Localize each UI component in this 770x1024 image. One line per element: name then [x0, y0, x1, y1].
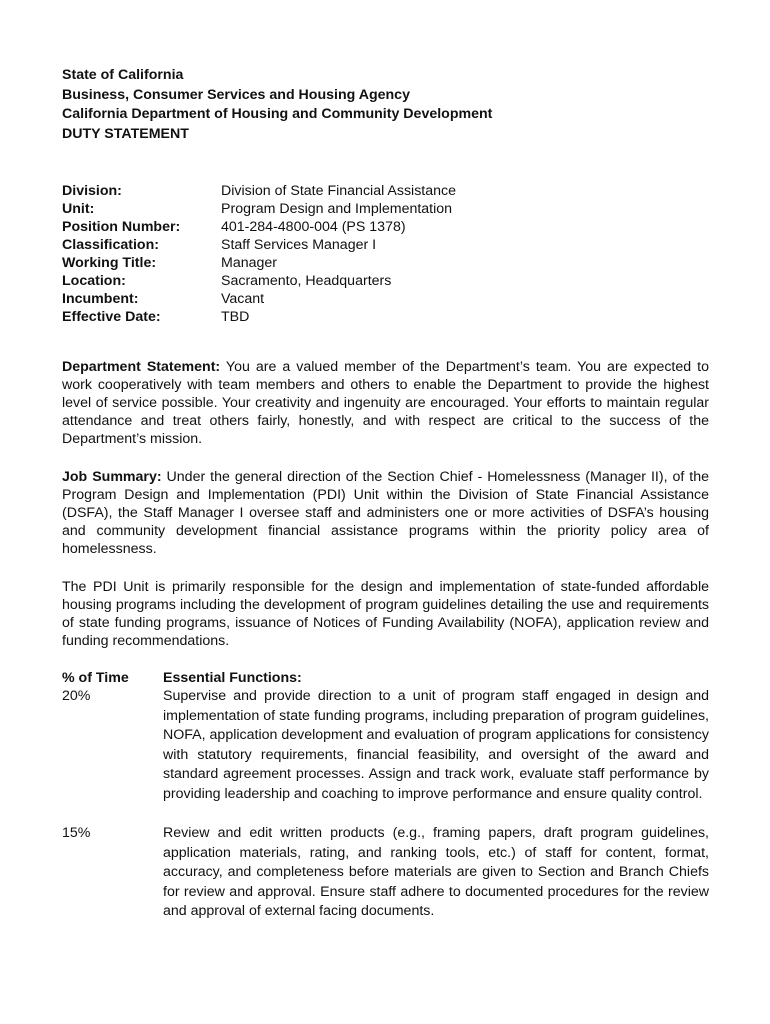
department-statement — [62, 358, 709, 448]
department-statement-text: You are a valued member of the Department’s team. You are expected to work cooperatively with team members and others to enable the Department to provide the highest level of service possible. Your creativity and ingenuity are encouraged. Your efforts to maintain regular attendance and treat others fairly, honestly, and with respect are critical to the success of the Department’s mission. — [62, 359, 710, 447]
meta-value: Sacramento, Headquarters — [221, 273, 392, 289]
meta-label: Classification: — [62, 237, 159, 253]
pdi-unit-paragraph: The PDI Unit is primarily responsible for the design and implementation of state-funded affordable housing programs including the development of program guidelines detailing the use and requirements of state funding programs, issuance of Notices of Funding Availability (NOFA), application review and funding recommendations. — [62, 579, 709, 649]
header-department: California Department of Housing and Community Development — [62, 106, 493, 122]
function-description: Supervise and provide direction to a unit of program staff engaged in design and implementation of state funding programs, including preparation of program guidelines, NOFA, application development and evaluation of program applications for consistency with statutory requirements, financial feasibility, and oversight of the award and standard agreement processes. Assign and track work, evaluate staff performance by providing leadership and coaching to improve performance and ensure quality control. — [163, 688, 709, 802]
job-summary-heading: Job Summary: — [62, 469, 162, 485]
meta-label: Incumbent: — [62, 291, 139, 307]
essential-functions — [62, 669, 709, 922]
essential-functions-header: Essential Functions: — [163, 670, 302, 686]
meta-value: Vacant — [221, 291, 265, 307]
meta-value: Manager — [221, 255, 277, 271]
department-statement-heading: Department Statement: — [62, 359, 221, 375]
duty-statement-page — [62, 66, 709, 922]
meta-row-location — [62, 272, 709, 290]
meta-value: Staff Services Manager I — [221, 237, 377, 253]
function-item — [62, 687, 709, 804]
job-summary-text: Under the general direction of the Section Chief - Homelessness (Manager II), of the Program Design and Implementation (PDI) Unit within the Division of State Financial Assistance (DSFA), the Staff Manager I oversee staff and administers one or more activities of DSFA’s housing and community development financial assistance programs within the priority policy area of homelessness. — [62, 469, 709, 557]
document-header — [62, 66, 709, 144]
meta-row-working-title — [62, 254, 709, 272]
function-item — [62, 824, 709, 922]
meta-label: Division: — [62, 183, 122, 199]
meta-row-division — [62, 182, 709, 200]
meta-row-position-number — [62, 218, 709, 236]
meta-row-unit — [62, 200, 709, 218]
percent-time-header: % of Time — [62, 670, 129, 686]
meta-row-effective-date — [62, 308, 709, 326]
meta-label: Effective Date: — [62, 309, 161, 325]
header-agency: Business, Consumer Services and Housing Agency — [62, 86, 410, 103]
meta-value: 401-284-4800-004 (PS 1378) — [221, 219, 406, 235]
job-summary — [62, 468, 709, 558]
meta-label: Working Title: — [62, 255, 157, 271]
meta-label: Position Number: — [62, 219, 181, 235]
meta-value: TBD — [221, 309, 250, 325]
meta-value: Program Design and Implementation — [221, 201, 453, 217]
meta-label: Location: — [62, 273, 126, 289]
meta-value: Division of State Financial Assistance — [221, 183, 456, 199]
function-description: Review and edit written products (e.g., framing papers, draft program guidelines, application materials, rating, and ranking tools, etc.) of staff for content, format, accuracy, and completeness before materials are given to Section and Branch Chiefs for review and approval. Ensure staff adhere to documented procedures for the review and approval of external facing documents. — [163, 825, 709, 919]
meta-row-classification — [62, 236, 709, 254]
meta-label: Unit: — [62, 201, 95, 217]
header-state: State of California — [62, 67, 184, 83]
function-percent: 20% — [62, 688, 91, 704]
document-title: DUTY STATEMENT — [62, 125, 189, 142]
position-details — [62, 182, 709, 326]
functions-header — [62, 669, 709, 687]
function-percent: 15% — [62, 825, 91, 841]
meta-row-incumbent — [62, 290, 709, 308]
